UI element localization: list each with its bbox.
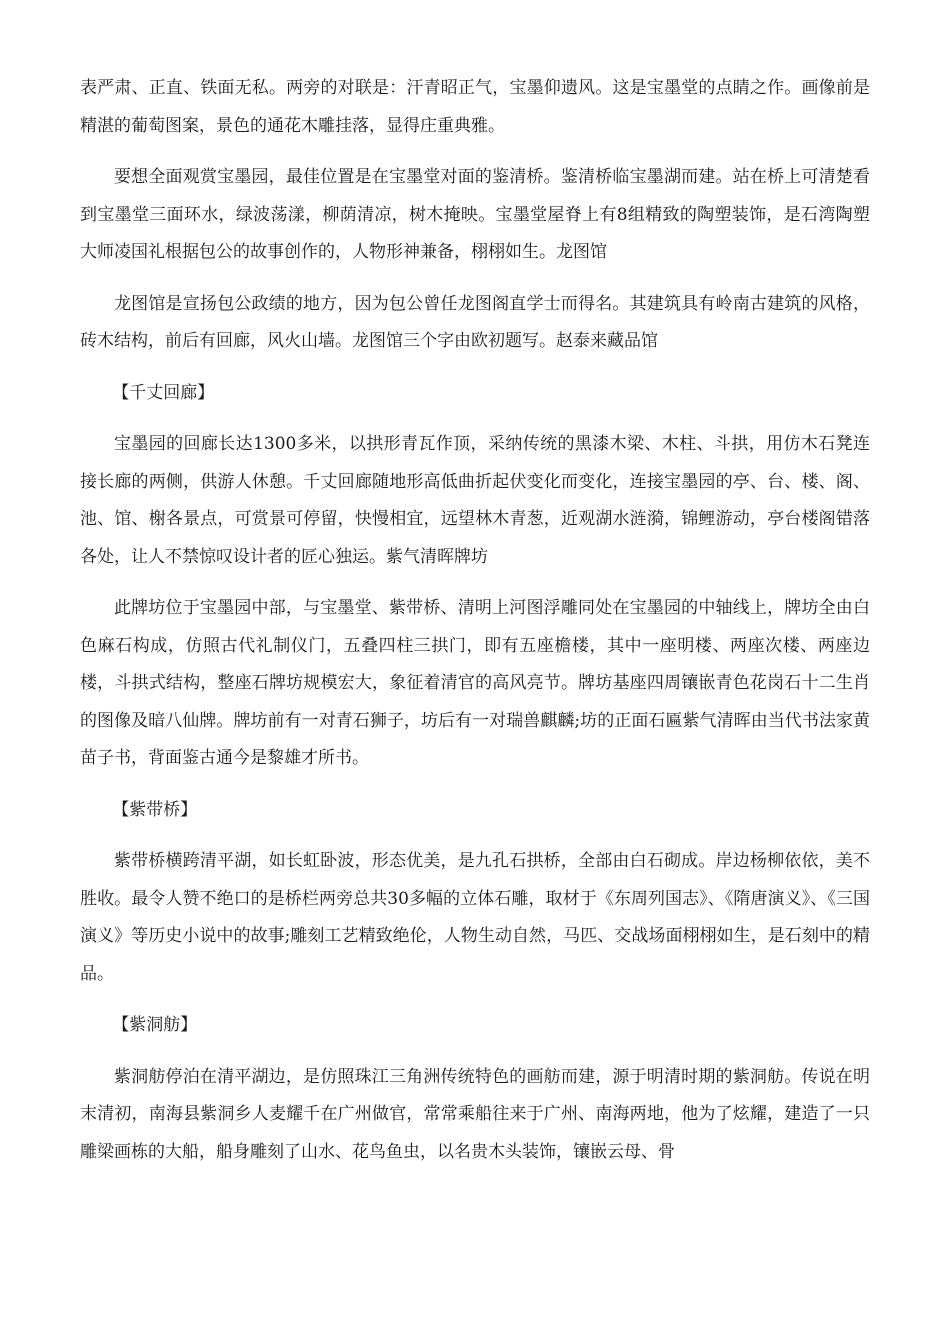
document-page <box>80 70 870 1185</box>
paragraph-corridor: 宝墨园的回廊长达1300多米，以拱形青瓦作顶，采纳传统的黑漆木梁、木柱、斗拱，用仿木石凳连接长廊的两侧，供游人休憩。千丈回廊随地形高低曲折起伏变化而变化，连接宝墨园的亭、台、楼、阁、池、馆、榭各景点，可赏景可停留，快慢相宜，远望林木青葱，近观湖水涟漪，锦鲤游动，亭台楼阁错落各处，让人不禁惊叹设计者的匠心独运。紫气清晖牌坊 <box>80 434 870 567</box>
paragraph-zidong-boat: 紫洞舫停泊在清平湖边，是仿照珠江三角洲传统特色的画舫而建，源于明清时期的紫洞舫。传说在明末清初，南海县紫洞乡人麦耀千在广州做官，常常乘船往来于广州、南海两地，他为了炫耀，建造了一只雕梁画栋的大船，船身雕刻了山水、花鸟鱼虫，以名贵木头装饰，镶嵌云母、骨 <box>80 1066 870 1162</box>
paragraph-archway: 此牌坊位于宝墨园中部，与宝墨堂、紫带桥、清明上河图浮雕同处在宝墨园的中轴线上，牌坊全由白色麻石构成，仿照古代礼制仪门，五叠四柱三拱门，即有五座檐楼，其中一座明楼、两座次楼、两座边楼，斗拱式结构，整座石牌坊规模宏大，象征着清官的高风亮节。牌坊基座四周镶嵌青色花岗石十二生肖的图像及暗八仙牌。牌坊前有一对青石狮子，坊后有一对瑞兽麒麟;坊的正面石匾紫气清晖由当代书法家黄苗子书，背面鉴古通今是黎雄才所书。 <box>80 598 870 768</box>
paragraph-continuation: 表严肃、正直、铁面无私。两旁的对联是：汗青昭正气，宝墨仰遗风。这是宝墨堂的点睛之作。画像前是精湛的葡萄图案，景色的通花木雕挂落，显得庄重典雅。 <box>80 78 870 136</box>
paragraph-longtu-hall: 龙图馆是宣扬包公政绩的地方，因为包公曾任龙图阁直学士而得名。其建筑具有岭南古建筑的风格，砖木结构，前后有回廊，风火山墙。龙图馆三个字由欧初题写。赵泰来藏品馆 <box>80 293 870 351</box>
paragraph-zidai-bridge: 紫带桥横跨清平湖，如长虹卧波，形态优美，是九孔石拱桥，全部由白石砌成。岸边杨柳依依，美不胜收。最令人赞不绝口的是桥栏两旁总共30多幅的立体石雕，取材于《东周列国志》、《隋唐演义》、《三国演义》等历史小说中的故事;雕刻工艺精致绝伦，人物生动自然，马匹、交战场面栩栩如生，是石刻中的精品。 <box>80 851 870 984</box>
section-heading-zidong-boat: 【紫洞舫】 <box>112 1015 198 1035</box>
section-heading-zidai-bridge: 【紫带桥】 <box>112 799 198 820</box>
section-heading-corridor: 【千丈回廊】 <box>112 382 215 403</box>
paragraph-jianqing-bridge: 要想全面观赏宝墨园，最佳位置是在宝墨堂对面的鉴清桥。鉴清桥临宝墨湖而建。站在桥上可清楚看到宝墨堂三面环水，绿波荡漾，柳荫清凉，树木掩映。宝墨堂屋脊上有8组精致的陶塑装饰，是石湾陶塑大师凌国礼根据包公的故事创作的，人物形神兼备，栩栩如生。龙图馆 <box>80 167 870 262</box>
